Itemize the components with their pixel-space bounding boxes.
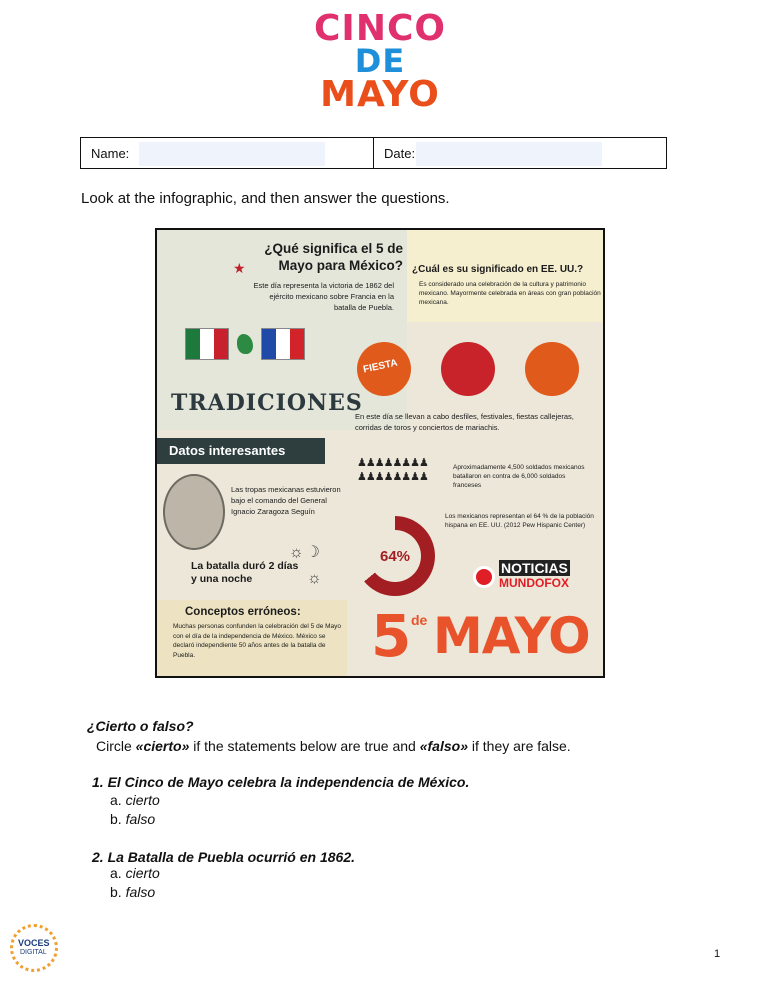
soldiers-text: Aproximadamente 4,500 soldados mexicanos batallaron en contra de 6,000 soldados franceses [453, 464, 585, 489]
instr-cierto: «cierto» [135, 738, 190, 754]
cinco-de-mayo-logo [300, 8, 460, 120]
hispanic-text: Los mexicanos representan el 64 % de la población hispana en EE. UU. (2012 Pew Hispanic Center) [445, 513, 594, 529]
maracas-icon [525, 342, 579, 396]
fiesta-icon [357, 342, 411, 396]
brand-line-1: VOCES [18, 938, 50, 948]
sun-moon-icon: ☼☽ [289, 544, 323, 561]
question-1-option-a[interactable] [110, 792, 160, 808]
option-prefix: a. [110, 792, 126, 808]
traditions-title: TRADICIONES [171, 390, 363, 416]
page-number: 1 [714, 948, 721, 960]
news-line-2: MUNDOFOX [499, 576, 569, 590]
facts-banner: Datos interesantes [157, 438, 325, 464]
voces-digital-logo [10, 924, 66, 976]
big-de: de [411, 612, 428, 628]
troops-text: Las tropas mexicanas estuvieron bajo el comando del General Ignacio Zaragoza Seguín [231, 485, 341, 516]
heading-us: ¿Cuál es su significado en EE. UU.? [412, 264, 584, 275]
question-2: 2. La Batalla de Puebla ocurrió en 1862. [92, 849, 355, 865]
sun-ring-icon [10, 924, 58, 972]
logo-line-3: MAYO [320, 74, 440, 115]
name-input[interactable] [139, 142, 325, 166]
question-2-option-b[interactable] [110, 884, 155, 900]
noticias-mundofox-logo [473, 558, 591, 594]
question-2-option-a[interactable] [110, 865, 160, 881]
option-text: falso [125, 811, 156, 827]
text-mexico: Este día representa la victoria de 1862 del ejército mexicano sobre Francia en la batalla de Puebla. [253, 281, 394, 312]
percent-label: 64% [369, 530, 421, 582]
misconceptions-title: Conceptos erróneos: [185, 606, 301, 618]
heading-mexico: ¿Qué significa el 5 de Mayo para México? [264, 241, 403, 273]
date-cell [374, 138, 666, 168]
name-label: Name: [91, 145, 130, 161]
fiesta-label: FIESTA [362, 357, 399, 376]
name-date-box [80, 137, 667, 169]
instr-falso: «falso» [419, 738, 468, 754]
question-1-option-b[interactable] [110, 811, 155, 827]
misconceptions-text: Muchas personas confunden la celebración del 5 de Mayo con el día de la independencia de México. México se declaró independiente 50 años antes de la batalla de Puebla. [173, 623, 342, 659]
logo-line-2: DE [354, 42, 406, 80]
date-input[interactable] [416, 142, 602, 166]
option-prefix: b. [110, 884, 126, 900]
option-text: falso [125, 884, 156, 900]
news-dot-icon [473, 566, 495, 588]
news-line-1: NOTICIAS [501, 560, 568, 576]
paper-note-background [407, 230, 605, 322]
option-text: cierto [125, 792, 160, 808]
sombrero-icon [441, 342, 495, 396]
big-five: 5 [371, 602, 412, 670]
sun-icon: ☼ [307, 570, 322, 587]
big-mayo: MAYO [433, 607, 590, 665]
logo-line-1: CINCO [314, 8, 446, 49]
instr-post: if they are false. [467, 738, 571, 754]
instr-pre: Circle [96, 738, 136, 754]
text-us: Es considerado una celebración de la cultura y patrimonio mexicano. Mayormente celebrada en áreas con gran población mexicana. [419, 281, 601, 306]
star-icon: ★ [233, 260, 246, 276]
option-text: cierto [125, 865, 160, 881]
option-prefix: a. [110, 865, 126, 881]
name-cell [81, 138, 374, 168]
brand-line-2: DIGITAL [20, 949, 47, 956]
question-1: 1. El Cinco de Mayo celebra la independencia de México. [92, 774, 470, 790]
quiz-instructions [96, 738, 571, 754]
zaragoza-portrait [163, 474, 225, 550]
quiz-title: ¿Cierto o falso? [87, 718, 194, 734]
percent-ring [355, 516, 435, 596]
soldiers-icon: ♟♟♟♟♟♟♟♟ ♟♟♟♟♟♟♟♟ [357, 457, 428, 483]
mexico-flag-icon [185, 328, 229, 360]
traditions-text: En este día se llevan a cabo desfiles, festivales, fiestas callejeras, corridas de toros y conciertos de mariachis. [355, 412, 574, 432]
option-prefix: b. [110, 811, 126, 827]
instructions: Look at the infographic, and then answer the questions. [81, 190, 450, 207]
infographic [155, 228, 605, 678]
date-label: Date: [384, 145, 416, 161]
battle-text: La batalla duró 2 días y una noche [191, 560, 299, 585]
instr-mid: if the statements below are true and [189, 738, 420, 754]
france-flag-icon [261, 328, 305, 360]
